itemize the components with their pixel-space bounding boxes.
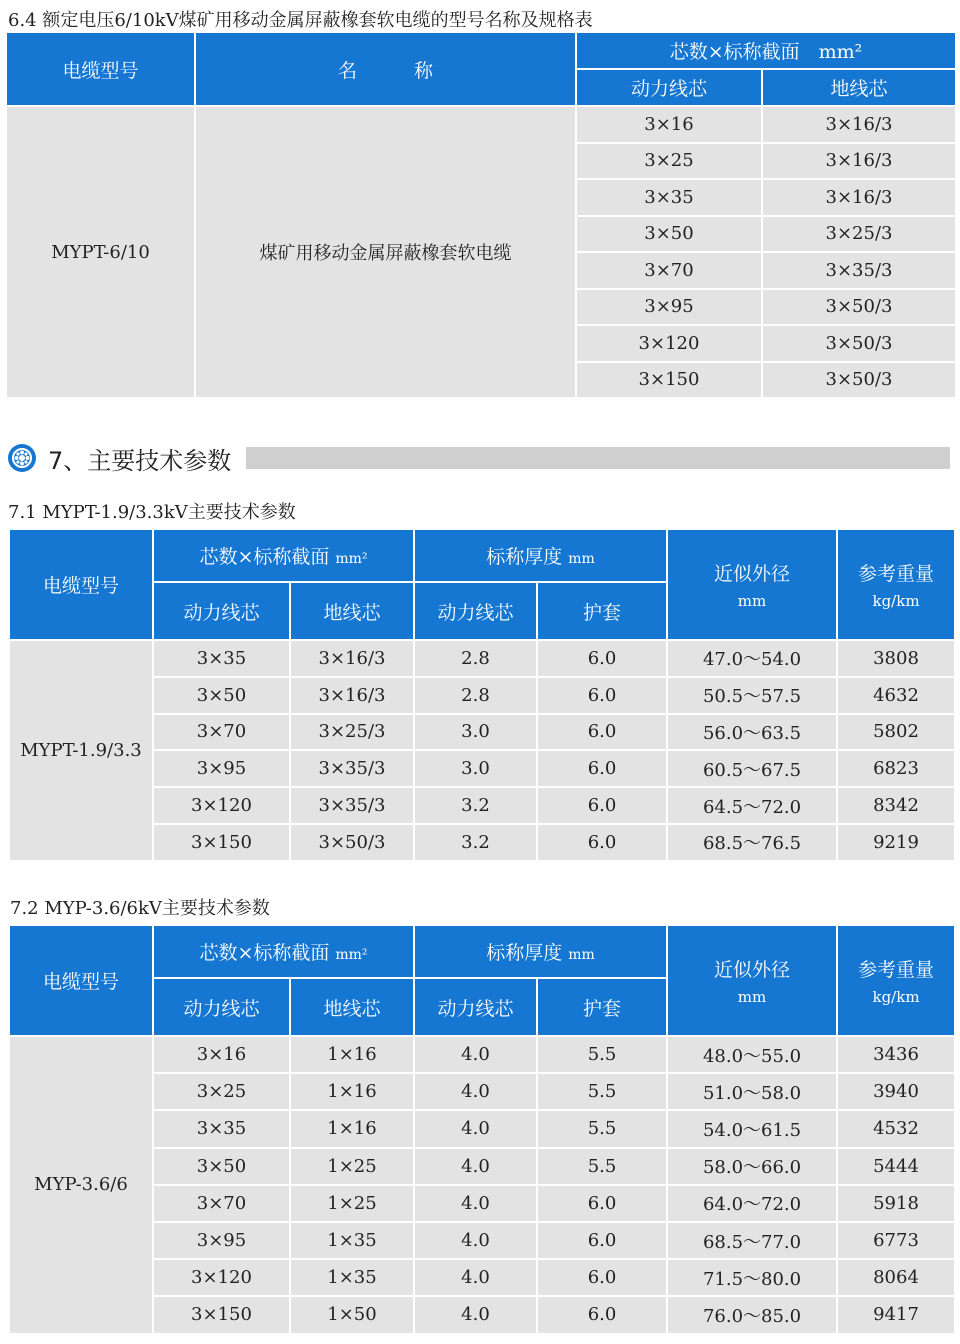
table-cell: 3.0	[414, 750, 537, 787]
header-reference-weight: 参考重量 kg/km	[837, 529, 955, 640]
table-cell: 9219	[837, 824, 955, 861]
table-cell: 3×120	[153, 1259, 290, 1296]
header-cable-model: 电缆型号	[9, 529, 153, 640]
table-cell: 68.5～76.5	[667, 824, 837, 861]
table-cell: 3436	[837, 1036, 955, 1073]
header-core-section: 芯数×标称截面 mm²	[153, 925, 414, 978]
table-cell: 3×25/3	[290, 714, 414, 751]
header-nominal-thickness: 标称厚度 mm	[414, 925, 667, 978]
table-cell: 6.0	[537, 1296, 667, 1333]
table-cell: 1×16	[290, 1073, 414, 1110]
table-7-2-body	[9, 1036, 955, 1334]
table-cell: 5918	[837, 1185, 955, 1222]
header-power-core-thickness: 动力线芯	[414, 582, 537, 640]
table-cell: 3×16	[576, 106, 762, 143]
table-cell: 6823	[837, 750, 955, 787]
header-nominal-thickness: 标称厚度 mm	[414, 529, 667, 582]
table-cell: 3940	[837, 1073, 955, 1110]
table-cell: 48.0～55.0	[667, 1036, 837, 1073]
table-7-2	[8, 924, 956, 1335]
header-ground-core: 地线芯	[290, 978, 414, 1036]
section-7-title: 7、主要技术参数	[48, 447, 232, 475]
table-cell: 3×25/3	[762, 216, 956, 253]
table-cell: 3×16/3	[762, 106, 956, 143]
table-cell: 3×35/3	[290, 750, 414, 787]
table-cell: 9417	[837, 1296, 955, 1333]
table-row	[9, 640, 955, 677]
table-cell: 6773	[837, 1222, 955, 1259]
header-cable-model: 电缆型号	[6, 32, 195, 106]
table-cell: 5.5	[537, 1110, 667, 1147]
table-cell: 51.0～58.0	[667, 1073, 837, 1110]
table-cell: 4.0	[414, 1148, 537, 1185]
table-cell: 6.0	[537, 677, 667, 714]
table-cell: 3808	[837, 640, 955, 677]
table-cell: 3×95	[576, 289, 762, 326]
cable-name-cell: 煤矿用移动金属屏蔽橡套软电缆	[195, 106, 576, 398]
table-cell: 3×70	[576, 252, 762, 289]
table-cell: 3×50/3	[762, 289, 956, 326]
header-cable-model: 电缆型号	[9, 925, 153, 1036]
table-cell: 3.2	[414, 824, 537, 861]
table-cell: 3×35	[153, 640, 290, 677]
table-cell: 4.0	[414, 1073, 537, 1110]
table-cell: 6.0	[537, 640, 667, 677]
cable-model-cell: MYPT-1.9/3.3	[9, 640, 153, 861]
table-cell: 3×50/3	[762, 325, 956, 362]
table-6-4-caption: 6.4 额定电压6/10kV煤矿用移动金属屏蔽橡套软电缆的型号名称及规格表	[8, 10, 593, 31]
table-cell: 3×70	[153, 1185, 290, 1222]
cable-model-cell: MYP-3.6/6	[9, 1036, 153, 1334]
header-ground-core: 地线芯	[762, 69, 956, 106]
table-cell: 6.0	[537, 1259, 667, 1296]
table-cell: 6.0	[537, 714, 667, 751]
table-cell: 3×150	[153, 824, 290, 861]
table-cell: 3×95	[153, 750, 290, 787]
header-reference-weight: 参考重量 kg/km	[837, 925, 955, 1036]
table-cell: 3×50	[153, 1148, 290, 1185]
cable-model-cell: MYPT-6/10	[6, 106, 195, 398]
header-core-section: 芯数×标称截面 mm²	[153, 529, 414, 582]
table-cell: 4632	[837, 677, 955, 714]
table-cell: 71.5～80.0	[667, 1259, 837, 1296]
table-cell: 5.5	[537, 1036, 667, 1073]
header-power-core: 动力线芯	[153, 582, 290, 640]
table-cell: 3×35	[153, 1110, 290, 1147]
table-cell: 3×35	[576, 179, 762, 216]
table-cell: 4.0	[414, 1185, 537, 1222]
header-power-core-thickness: 动力线芯	[414, 978, 537, 1036]
table-cell: 1×16	[290, 1110, 414, 1147]
table-cell: 1×35	[290, 1222, 414, 1259]
table-cell: 50.5～57.5	[667, 677, 837, 714]
cable-cross-section-icon	[8, 444, 36, 472]
table-cell: 5444	[837, 1148, 955, 1185]
table-cell: 5.5	[537, 1148, 667, 1185]
table-cell: 3×120	[576, 325, 762, 362]
table-7-1-caption: 7.1 MYPT-1.9/3.3kV主要技术参数	[8, 502, 296, 523]
table-cell: 3×95	[153, 1222, 290, 1259]
header-ground-core: 地线芯	[290, 582, 414, 640]
table-cell: 3×35/3	[762, 252, 956, 289]
table-cell: 3.0	[414, 714, 537, 751]
table-cell: 56.0～63.5	[667, 714, 837, 751]
table-cell: 3×50	[576, 216, 762, 253]
section-7-header	[8, 438, 952, 482]
table-cell: 3×16/3	[290, 677, 414, 714]
table-cell: 4532	[837, 1110, 955, 1147]
table-cell: 3×16	[153, 1036, 290, 1073]
table-cell: 1×25	[290, 1185, 414, 1222]
table-cell: 3×25	[153, 1073, 290, 1110]
table-cell: 60.5～67.5	[667, 750, 837, 787]
table-6-4	[5, 31, 957, 399]
table-cell: 54.0～61.5	[667, 1110, 837, 1147]
table-cell: 76.0～85.0	[667, 1296, 837, 1333]
table-cell: 6.0	[537, 1185, 667, 1222]
table-cell: 8064	[837, 1259, 955, 1296]
table-cell: 8342	[837, 787, 955, 824]
table-7-1	[8, 528, 956, 862]
table-row	[6, 106, 956, 143]
table-cell: 64.5～72.0	[667, 787, 837, 824]
table-cell: 64.0～72.0	[667, 1185, 837, 1222]
table-cell: 5.5	[537, 1073, 667, 1110]
table-cell: 3×16/3	[290, 640, 414, 677]
header-power-core: 动力线芯	[576, 69, 762, 106]
table-cell: 3×16/3	[762, 179, 956, 216]
table-row	[9, 1036, 955, 1073]
header-power-core: 动力线芯	[153, 978, 290, 1036]
table-cell: 68.5～77.0	[667, 1222, 837, 1259]
table-cell: 2.8	[414, 640, 537, 677]
table-7-2-caption: 7.2 MYP-3.6/6kV主要技术参数	[10, 898, 270, 919]
table-cell: 3×120	[153, 787, 290, 824]
table-cell: 58.0～66.0	[667, 1148, 837, 1185]
table-cell: 1×35	[290, 1259, 414, 1296]
table-cell: 4.0	[414, 1296, 537, 1333]
table-cell: 6.0	[537, 824, 667, 861]
header-sheath: 护套	[537, 582, 667, 640]
header-sheath: 护套	[537, 978, 667, 1036]
table-7-1-body	[9, 640, 955, 861]
header-outer-diameter: 近似外径 mm	[667, 925, 837, 1036]
header-name: 名 称	[195, 32, 576, 106]
table-cell: 6.0	[537, 787, 667, 824]
header-outer-diameter: 近似外径 mm	[667, 529, 837, 640]
table-cell: 6.0	[537, 750, 667, 787]
table-cell: 4.0	[414, 1222, 537, 1259]
table-cell: 2.8	[414, 677, 537, 714]
header-core-section: 芯数×标称截面 mm²	[576, 32, 956, 69]
table-cell: 1×25	[290, 1148, 414, 1185]
table-cell: 5802	[837, 714, 955, 751]
table-cell: 3×50	[153, 677, 290, 714]
table-cell: 3×35/3	[290, 787, 414, 824]
table-cell: 3×150	[153, 1296, 290, 1333]
table-6-4-body	[6, 106, 956, 398]
table-cell: 3×50/3	[762, 362, 956, 399]
table-cell: 3×16/3	[762, 143, 956, 180]
table-cell: 4.0	[414, 1036, 537, 1073]
table-cell: 47.0～54.0	[667, 640, 837, 677]
table-cell: 3.2	[414, 787, 537, 824]
table-cell: 3×50/3	[290, 824, 414, 861]
section-divider-bar	[246, 447, 950, 469]
table-cell: 1×16	[290, 1036, 414, 1073]
table-cell: 6.0	[537, 1222, 667, 1259]
table-cell: 4.0	[414, 1110, 537, 1147]
table-cell: 3×70	[153, 714, 290, 751]
table-cell: 1×50	[290, 1296, 414, 1333]
table-cell: 3×150	[576, 362, 762, 399]
table-cell: 3×25	[576, 143, 762, 180]
table-cell: 4.0	[414, 1259, 537, 1296]
